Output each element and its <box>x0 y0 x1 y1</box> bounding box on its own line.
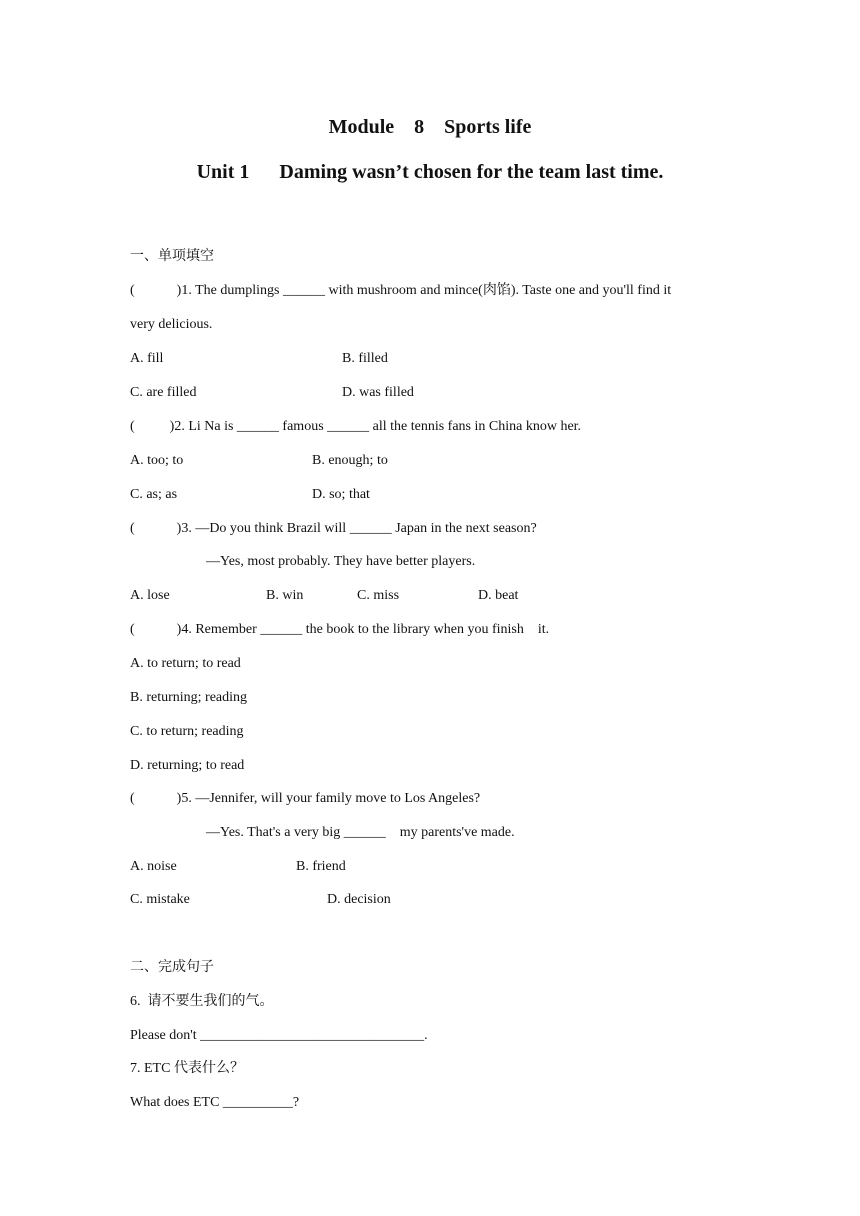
question-4-line1: ( )4. Remember ______ the book to the library when you finish it. <box>130 622 550 637</box>
q4-option-d: D. returning; to read <box>130 758 245 773</box>
q5-option-d: D. decision <box>327 892 391 907</box>
q2-option-a: A. too; to <box>130 453 184 468</box>
q2-option-b: B. enough; to <box>312 453 388 468</box>
q1-option-d: D. was filled <box>342 385 414 400</box>
question-3-line2: —Yes, most probably. They have better players. <box>206 554 476 569</box>
q3-option-b: B. win <box>266 588 304 603</box>
section1-heading: 一、单项填空 <box>130 249 214 264</box>
question-3-line1: ( )3. —Do you think Brazil will ______ Japan in the next season? <box>130 521 537 536</box>
q4-option-c: C. to return; reading <box>130 724 244 739</box>
question-5-line1: ( )5. —Jennifer, will your family move to Los Angeles? <box>130 791 481 806</box>
q1-option-a: A. fill <box>130 351 164 366</box>
question-7-prompt: 7. ETC 代表什么？ <box>130 1061 244 1076</box>
question-6-answer: Please don't ________________________________. <box>130 1028 428 1043</box>
q3-option-c: C. miss <box>357 588 400 603</box>
q5-option-c: C. mistake <box>130 892 190 907</box>
question-7-answer: What does ETC __________? <box>130 1095 300 1110</box>
unit-title: Unit 1 Daming wasn’t chosen for the team last time. <box>196 161 664 183</box>
q4-option-b: B. returning; reading <box>130 690 248 705</box>
q2-option-d: D. so; that <box>312 487 370 502</box>
q3-option-d: D. beat <box>478 588 519 603</box>
q5-option-a: A. noise <box>130 859 177 874</box>
question-1-line2: very delicious. <box>130 317 213 332</box>
q1-option-b: B. filled <box>342 351 388 366</box>
question-2-line1: ( )2. Li Na is ______ famous ______ all the tennis fans in China know her. <box>130 419 582 434</box>
q3-option-a: A. lose <box>130 588 170 603</box>
question-6-prompt: 6. 请不要生我们的气。 <box>130 994 274 1009</box>
module-title: Module 8 Sports life <box>328 116 532 138</box>
q2-option-c: C. as; as <box>130 487 178 502</box>
section2-heading: 二、完成句子 <box>130 960 214 975</box>
q4-option-a: A. to return; to read <box>130 656 241 671</box>
q1-option-c: C. are filled <box>130 385 197 400</box>
question-1-line1: ( )1. The dumplings ______ with mushroom and mince(肉馅). Taste one and you'll find it <box>130 283 672 298</box>
q5-option-b: B. friend <box>296 859 346 874</box>
question-5-line2: —Yes. That's a very big ______ my parents've made. <box>206 825 515 840</box>
